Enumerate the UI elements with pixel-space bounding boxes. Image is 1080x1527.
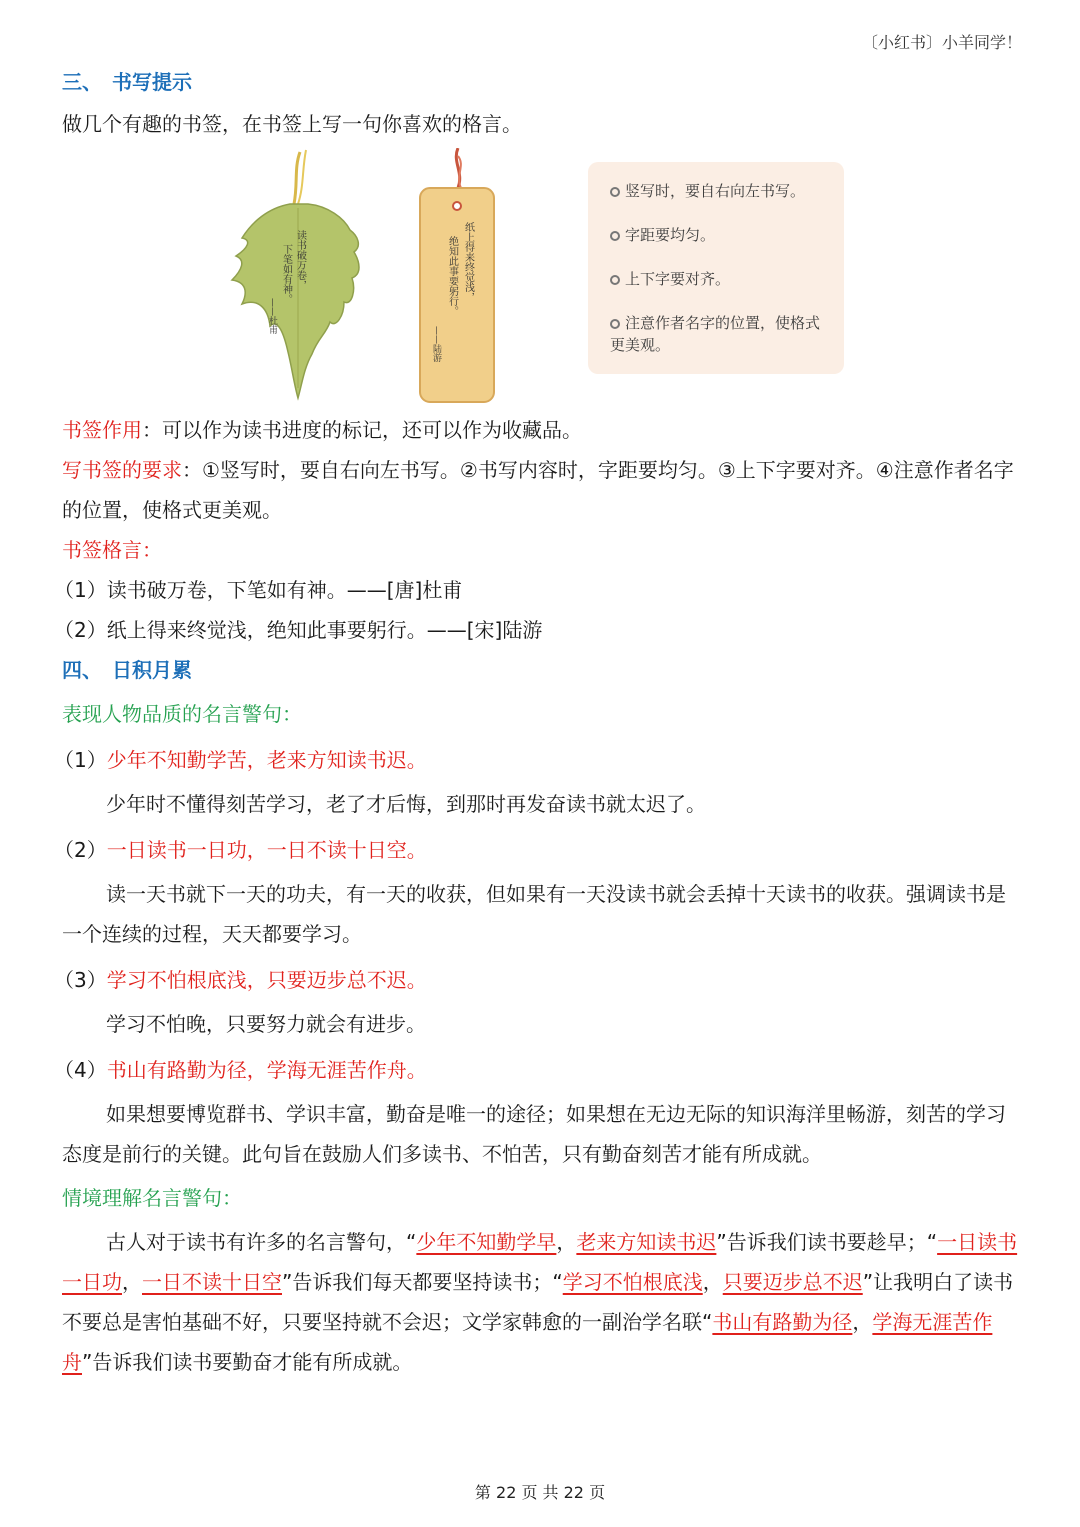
saying-4-explain: 如果想要博览群书、学识丰富，勤奋是唯一的途径；如果想在无边无际的知识海洋里畅游，刻苦的学习态度是前行的关键。此句旨在鼓励人们多读书、不怕苦，只有勤奋刻苦才能有所成就。 [62,1102,1006,1166]
saying-2-explain: 读一天书就下一天的功夫，有一天的收获，但如果有一天没读书就会丢掉十天读书的收获。强调读书是一个连续的过程，天天都要学习。 [62,882,1006,946]
saying-2: （2）一日读书一日功，一日不读十日空。 [54,838,427,862]
saying-1: （1）少年不知勤学苦，老来方知读书迟。 [54,748,427,772]
circle-bullet-icon [610,275,620,285]
section4-number: 四、 [62,658,102,682]
leaf-col2: 下笔如有神。 [280,244,292,304]
tip-item: 竖写时，要自右向左书写。 [610,180,824,202]
bookmark-quotes-label: 书签格言： [62,538,162,562]
section3-number: 三、 [62,70,102,94]
bookmark-quote-1: （1）读书破万卷，下笔如有神。——[唐]杜甫 [54,578,463,602]
bar-bookmark-image [406,148,510,406]
saying-1-explain: 少年时不懂得刻苦学习，老了才后悔，到那时再发奋读书就太迟了。 [106,792,706,816]
page-footer: 第 22 页 共 22 页 [474,1483,606,1502]
tip-item: 注意作者名字的位置，使格式更美观。 [610,314,821,354]
bookmark-quote-2: （2）纸上得来终觉浅，绝知此事要躬行。——[宋]陆游 [54,618,543,642]
bar-col1: 纸上得来终觉浅， [462,222,474,302]
leaf-author: ——杜甫 [267,298,277,334]
saying-3-explain: 学习不怕晚，只要努力就会有进步。 [106,1012,426,1036]
header-note: 〔小红书〕小羊同学！ [861,33,1022,52]
section3-heading [62,66,1020,98]
section3-title: 书写提示 [112,70,192,94]
section4-heading [62,654,1020,686]
circle-bullet-icon [610,231,620,241]
circle-bullet-icon [610,319,620,329]
section3-intro: 做几个有趣的书签，在书签上写一句你喜欢的格言。 [62,112,522,136]
bookmark-requirements: 写书签的要求：①竖写时，要自右向左书写。②书写内容时，字距要均匀。③上下字要对齐。④注意作者名字的位置，使格式更美观。 [62,458,1014,522]
section4-title: 日积月累 [112,658,192,682]
page-content [54,66,1020,1382]
writing-tips-box [588,162,844,374]
context-paragraph: 古人对于读书有许多的名言警句，“少年不知勤学早，老来方知读书迟”告诉我们读书要趁早；“一日读书一日功，一日不读十日空”告诉我们每天都要坚持读书；“学习不怕根底浅，只要迈步总不迟”让我明白了读书不要总是害怕基础不好，只要坚持就不会迟；文学家韩愈的一副治学名联“书山有路勤为径，学海无涯苦作舟”告诉我们读书要勤奋才能有所成就。 [62,1230,1018,1374]
bar-author: ——陆游 [431,326,441,362]
leaf-col1: 读书破万卷， [294,230,306,290]
saying-3: （3）学习不怕根底浅，只要迈步总不迟。 [54,968,427,992]
bookmark-function: 书签作用：可以作为读书进度的标记，还可以作为收藏品。 [62,418,582,442]
section4-sub2: 情境理解名言警句： [62,1186,242,1210]
bookmark-figure [62,148,1020,410]
saying-4: （4）书山有路勤为径，学海无涯苦作舟。 [54,1058,427,1082]
tip-item: 字距要均匀。 [610,224,824,246]
bar-col2: 绝知此事要躬行。 [446,236,458,316]
leaf-bookmark-image [228,148,364,406]
section4-sub1: 表现人物品质的名言警句： [62,702,302,726]
tip-item: 上下字要对齐。 [610,268,824,290]
circle-bullet-icon [610,187,620,197]
